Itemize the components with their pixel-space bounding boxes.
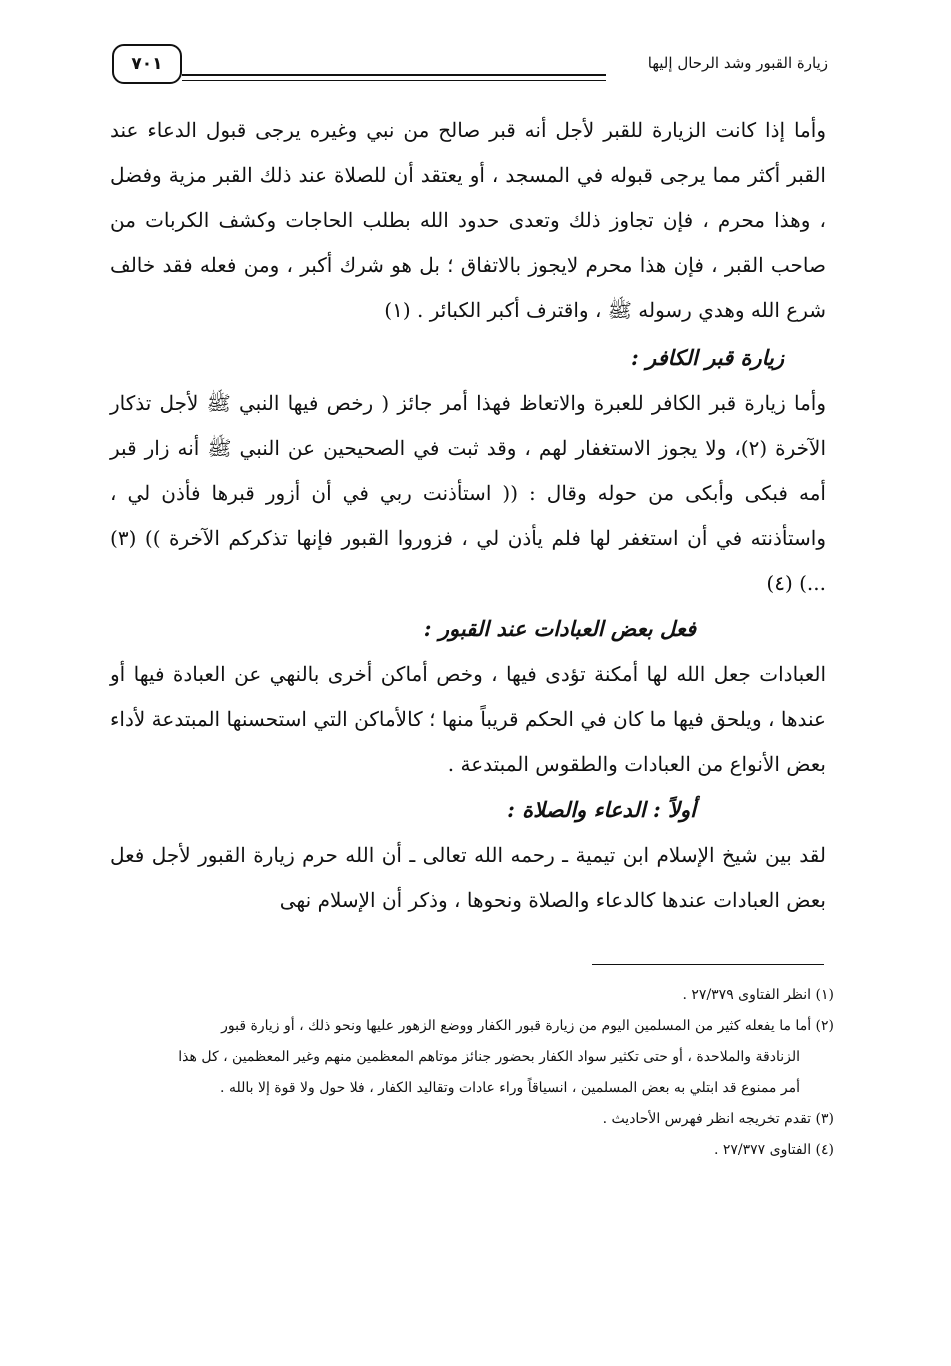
paragraph-1: وأما إذا كانت الزيارة للقبر لأجل أنه قبر صالح من نبي وغيره يرجى قبول الدعاء عند القبر أكثر مما يرجى قبوله في المسجد ، أو يعتقد أن للصلاة عند ذلك القبر مزية وفضل ، وهذا محرم ، فإن تجاوز ذلك وتعدى حدود الله بطلب الحاجات وكشف الكربات من صاحب القبر ، فإن هذا محرم لايجوز بالاتفاق ؛ بل هو شرك أكبر ، ومن فعله فقد خالف شرع الله وهدي رسوله ﷺ ، واقترف أكبر الكبائر . (١) <box>110 118 827 322</box>
footnotes <box>88 980 834 1166</box>
running-title: زيارة القبور وشد الرحال إليها <box>647 54 828 72</box>
main-text <box>110 108 826 923</box>
page-number: ٧٠١ <box>131 54 163 74</box>
paragraph-4: لقد بين شيخ الإسلام ابن تيمية ـ رحمه الله تعالى ـ أن الله حرم زيارة القبور لأجل فعل بعض العبادات عندها كالدعاء والصلاة ونحوها ، وذكر أن الإسلام نهى <box>110 843 826 912</box>
footnote-2-line-1: (٢) أما ما يفعله كثير من المسلمين اليوم من زيارة قبور الكفار ووضع الزهور عليها ونحو ذلك ، أو زيارة قبور <box>221 1018 834 1034</box>
page-number-box <box>112 44 182 84</box>
section-heading-worship-at-graves: فعل بعض العبادات عند القبور : <box>423 616 696 641</box>
footnote-4: (٤) الفتاوى ٢٧/٣٧٧ . <box>713 1142 834 1158</box>
page-header <box>112 44 828 88</box>
footnote-1: (١) انظر الفتاوى ٢٧/٣٧٩ . <box>682 987 834 1003</box>
footnote-separator <box>592 964 824 965</box>
footnote-3: (٣) تقدم تخريجه انظر فهرس الأحاديث . <box>602 1111 834 1127</box>
paragraph-3: العبادات جعل الله لها أمكنة تؤدى فيها ، وخص أماكن أخرى بالنهي عن العبادة فيها أو عندها ، ويلحق فيها ما كان في الحكم قريباً منها ؛ كالأماكن التي استحسنها المبتدعة لأداء بعض الأنواع من العبادات والطقوس المبتدعة . <box>110 662 827 776</box>
footnote-2-line-2: الزنادقة والملاحدة ، أو حتى تكثير سواد الكفار بحضور جنائز موتاهم المعظمين منهم وغير المعظمين ، كل هذا <box>178 1049 800 1065</box>
footnote-2-line-3: أمر ممنوع قد ابتلي به بعض المسلمين ، انسياقاً وراء عادات وتقاليد الكفار ، فلا حول ولا قوة إلا بالله . <box>220 1080 800 1096</box>
section-heading-dua-and-prayer: أولاً : الدعاء والصلاة : <box>507 797 696 822</box>
paragraph-2: وأما زيارة قبر الكافر للعبرة والاتعاظ فهذا أمر جائز ( رخص فيها النبي ﷺ لأجل تذكار الآخرة (٢)، ولا يجوز الاستغفار لهم ، وقد ثبت في الصحيحين عن النبي ﷺ أنه زار قبر أمه فبكى وأبكى من حوله وقال : (( استأذنت ربي في أن أزور قبرها فأذن لي ، واستأذنته في أن استغفر لها فلم يأذن لي ، فزوروا القبور فإنها تذكركم الآخرة )) (٣) ...) (٤) <box>110 391 827 595</box>
section-heading-kafir-grave: زيارة قبر الكافر : <box>630 345 784 370</box>
